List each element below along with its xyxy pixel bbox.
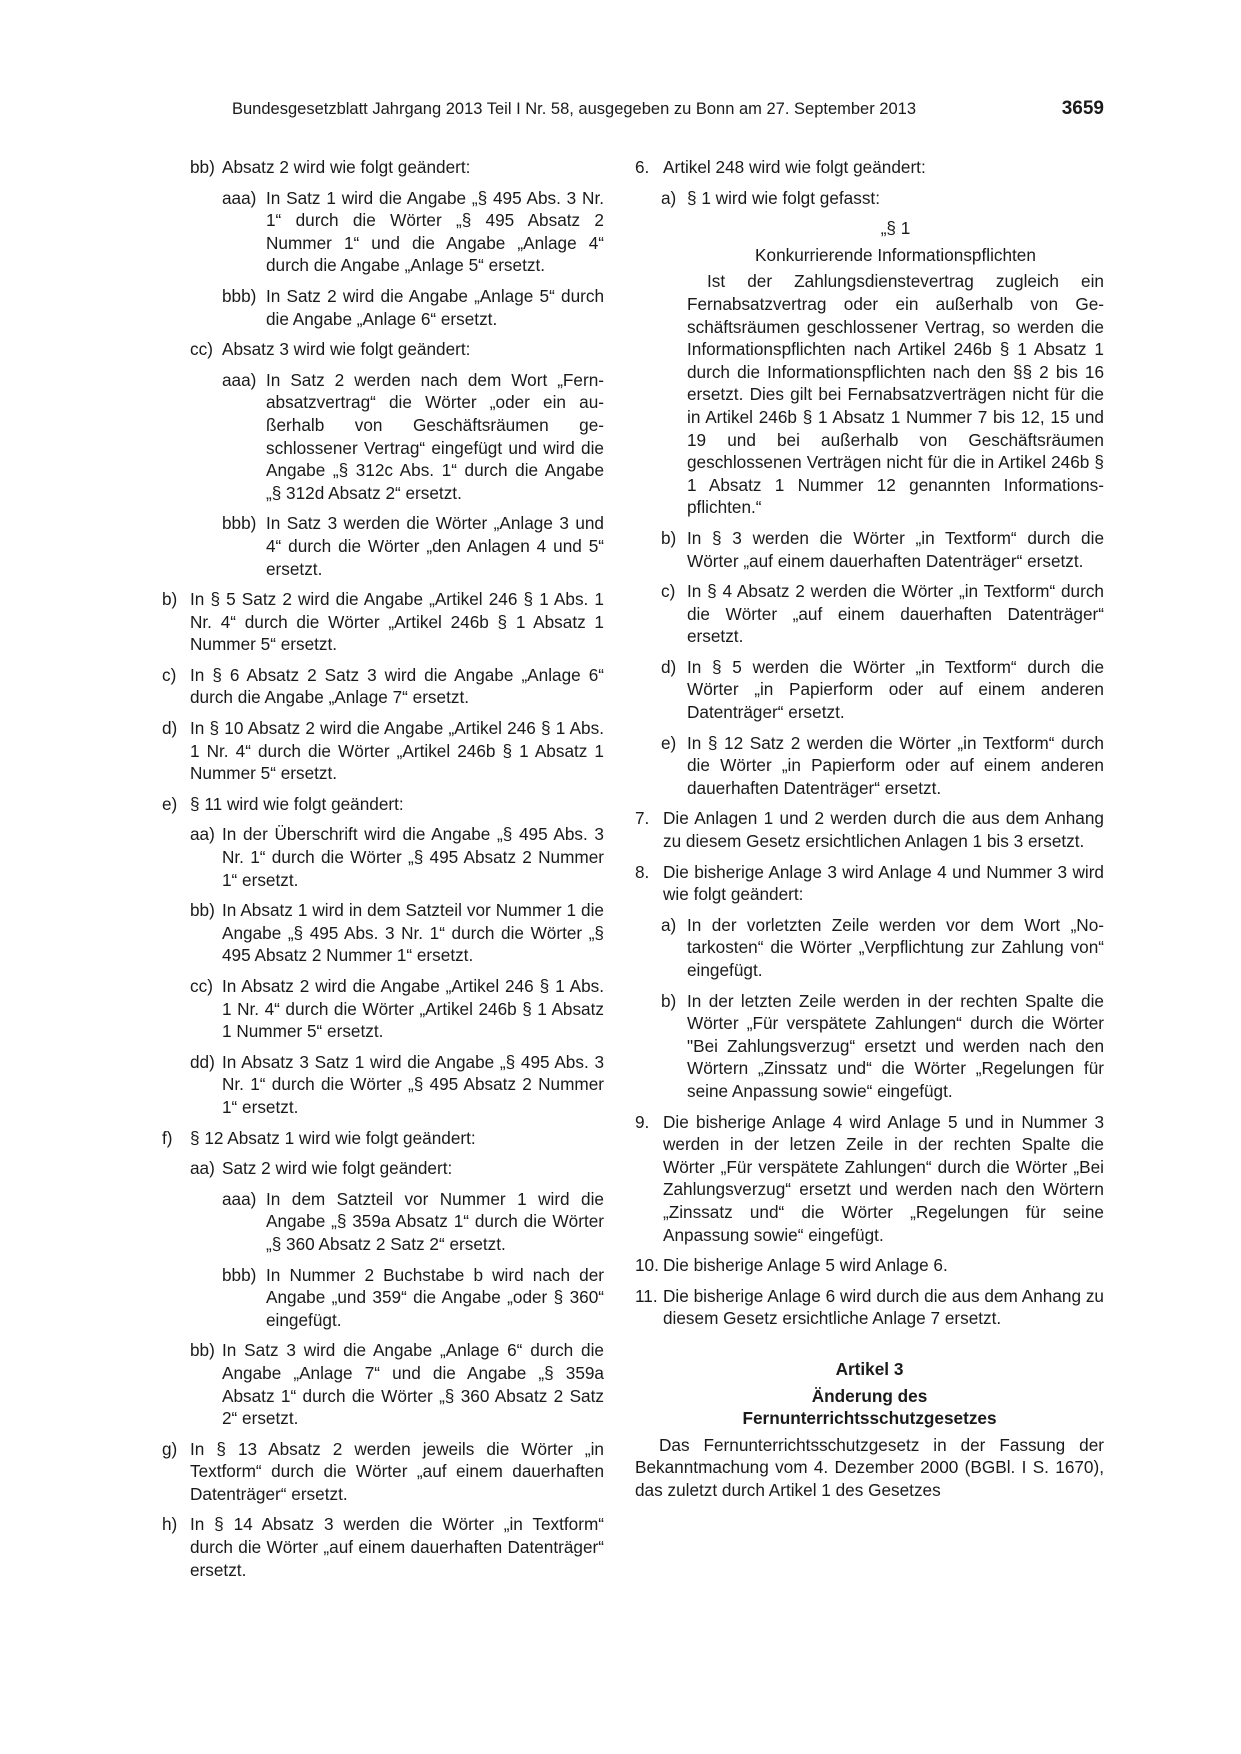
list-item bbox=[661, 187, 1104, 210]
item-label: aaa) bbox=[222, 187, 257, 208]
item-text: In § 4 Absatz 2 werden die Wörter „in Textform“ durch die Wörter „auf einem dauerhaften Datenträger“ ersetzt. bbox=[687, 581, 1104, 647]
item-label: 6. bbox=[635, 157, 650, 177]
item-text: In der Überschrift wird die Angabe „§ 495 Abs. 3 Nr. 1“ durch die Wörter „§ 495 Absatz 2 Nummer 1“ ersetzt. bbox=[222, 824, 604, 890]
list-item bbox=[162, 717, 604, 785]
item-label: bb) bbox=[190, 900, 215, 921]
item-label: cc) bbox=[190, 976, 213, 996]
item-text: Die bisherige Anlage 4 wird Anlage 5 und in Nummer 3 werden in der letzen Zeile in der rechten Spalte die Wörter „Für verspätete Zahlungen“ durch die Wörter „Bei Zahlungsverzug“ ersetzt und werden nach den Wörtern „Zinssatz und“ die Wörter „Regelungen für seine Anpassung sowie“ eingefügt. bbox=[663, 1111, 1104, 1245]
list-item bbox=[661, 656, 1104, 724]
item-label: h) bbox=[162, 1514, 178, 1535]
item-label: g) bbox=[162, 1438, 178, 1459]
item-label: aa) bbox=[190, 824, 215, 845]
item-label: aa) bbox=[190, 1158, 215, 1179]
item-label: aaa) bbox=[222, 369, 257, 390]
item-text: Artikel 248 wird wie folgt geändert: bbox=[663, 157, 926, 177]
list-item bbox=[661, 990, 1104, 1103]
item-label: a) bbox=[661, 914, 677, 935]
item-text: In Nummer 2 Buchstabe b wird nach der Angabe „und 359“ die Angabe „oder § 360“ eingefügt. bbox=[266, 1264, 604, 1330]
item-label: 9. bbox=[635, 1111, 650, 1132]
item-text: In § 5 werden die Wörter „in Textform“ durch die Wörter „in Papierform oder auf einem anderen Datenträger“ ersetzt. bbox=[687, 656, 1104, 723]
item-text: In Satz 1 wird die Angabe „§ 495 Abs. 3 Nr. 1“ durch die Wörter „§ 495 Absatz 2 Nummer 1“ und die Angabe „Anlage 4“ durch die Angabe „Anlage 5“ ersetzt. bbox=[266, 187, 604, 276]
item-text: Die bisherige Anlage 5 wird Anlage 6. bbox=[663, 1255, 948, 1276]
article-title-line1: Änderung des bbox=[811, 1385, 928, 1406]
item-text: Die Anlagen 1 und 2 werden durch die aus dem Anhang zu diesem Gesetz ersichtlichen Anlagen 1 bis 3 ersetzt. bbox=[663, 808, 1104, 852]
item-text: § 11 wird wie folgt geändert: bbox=[190, 793, 404, 814]
list-item bbox=[635, 1285, 1104, 1330]
list-item bbox=[162, 1438, 604, 1506]
item-text: Die bisherige Anlage 6 wird durch die aus dem Anhang zu diesem Gesetz ersichtliche Anlage 7 ersetzt. bbox=[663, 1285, 1104, 1329]
list-item bbox=[190, 338, 604, 361]
item-label: b) bbox=[661, 527, 677, 548]
item-text: In § 6 Absatz 2 Satz 3 wird die Angabe „Anlage 6“ durch die Angabe „Anlage 7“ ersetzt. bbox=[190, 664, 604, 708]
item-text: In Absatz 3 Satz 1 wird die Angabe „§ 495 Abs. 3 Nr. 1“ durch die Wörter „§ 495 Absatz 2 Nummer 1“ ersetzt. bbox=[222, 1051, 604, 1117]
item-label: c) bbox=[162, 664, 177, 685]
item-label: 8. bbox=[635, 861, 650, 882]
item-text: In der letzten Zeile werden in der rechten Spalte die Wörter „Für verspätete Zahlungen“ durch die Wörter "Bei Zahlungsverzug“ ersetzt und werden nach den Wörtern „Zinssatz und“ die Wörter „Regelungen für seine Anpassung sowie“ eingefügt. bbox=[687, 990, 1104, 1101]
item-text: § 1 wird wie folgt gefasst: bbox=[687, 187, 880, 208]
item-label: 10. bbox=[635, 1255, 659, 1276]
item-text: In § 10 Absatz 2 wird die Angabe „Artikel 246 § 1 Abs. 1 Nr. 4“ durch die Wörter „Artikel 246b § 1 Absatz 1 Nummer 5“ ersetzt. bbox=[190, 718, 604, 784]
item-text: In Satz 2 wird die Angabe „Anlage 5“ durch die Angabe „Anlage 6“ ersetzt. bbox=[266, 285, 604, 329]
item-label: bbb) bbox=[222, 1264, 257, 1285]
item-label: 7. bbox=[635, 808, 650, 829]
item-label: bb) bbox=[190, 1340, 215, 1361]
item-label: a) bbox=[661, 187, 677, 208]
article-body: Das Fernunterrichtsschutzgesetz in der Fassung der Bekanntmachung vom 4. Dezember 2000 (BGBl. I S. 1670), das zuletzt durch Artikel 1 des Gesetzes bbox=[635, 1434, 1104, 1500]
item-label: f) bbox=[162, 1127, 173, 1148]
quoted-paragraph-number: „§ 1 bbox=[880, 218, 911, 239]
list-item bbox=[162, 588, 604, 656]
list-item bbox=[635, 1254, 1104, 1277]
item-label: b) bbox=[162, 589, 178, 610]
item-text: In Satz 3 werden die Wörter „Anlage 3 und 4“ durch die Wörter „den Anlagen 4 und 5“ ersetzt. bbox=[266, 513, 604, 579]
item-label: d) bbox=[661, 656, 677, 677]
item-label: cc) bbox=[190, 339, 213, 360]
list-item bbox=[190, 1157, 604, 1180]
list-item bbox=[162, 1127, 604, 1150]
item-label: d) bbox=[162, 718, 178, 739]
item-label: 11. bbox=[635, 1285, 658, 1306]
list-item bbox=[635, 1111, 1104, 1247]
list-item bbox=[162, 1513, 604, 1581]
item-label: c) bbox=[661, 581, 676, 602]
list-item bbox=[190, 1339, 604, 1429]
item-label: bbb) bbox=[222, 285, 257, 306]
item-text: In § 13 Absatz 2 werden jeweils die Wörter „in Textform“ durch die Wörter „auf einem dauerhaften Datenträger“ ersetzt. bbox=[190, 1438, 604, 1504]
item-label: bbb) bbox=[222, 513, 257, 534]
item-text: In Satz 2 werden nach dem Wort „Fernabsatzvertrag“ die Wörter „oder ein außerhalb von Geschäftsräumen geschlossener Vertrag“ eingefügt und wird die Angabe „§ 312c Abs. 1“ durch die Angabe „§ 312d Absatz 2“ ersetzt. bbox=[266, 369, 604, 503]
header-title: Bundesgesetzblatt Jahrgang 2013 Teil I Nr. 58, ausgegeben zu Bonn am 27. September 2013 bbox=[232, 100, 917, 118]
quoted-section-title: Konkurrierende Informationspflichten bbox=[755, 244, 1036, 265]
right-items bbox=[635, 527, 1104, 1330]
item-label: dd) bbox=[190, 1051, 215, 1072]
item-text: In der vorletzten Zeile werden vor dem Wort „Notarkosten“ die Wörter „Verpflichtung zur Zahlung von“ eingefügt. bbox=[687, 914, 1104, 980]
list-item bbox=[190, 975, 604, 1043]
quoted-section-body: Ist der Zahlungsdienstevertrag zugleich ein Fernabsatzvertrag oder ein außerhalb von Geschäftsräumen geschlossener Vertrag, so werden die Informationspflichten nach Artikel 246b § 1 Absatz 1 durch die Informationspflichten nach den §§ 2 bis 16 ersetzt. Dies gilt bei Fernabsatzverträgen nicht für die in Artikel 246b § 1 Absatz 1 Nummer 7 bis 12, 15 und 19 und bei außerhalb von Geschäftsräumen geschlossenen Verträgen nicht für die in Artikel 246b § 1 Absatz 1 Nummer 12 genannten Informationspflichten.“ bbox=[687, 271, 1104, 518]
item-text: Absatz 2 wird wie folgt geändert: bbox=[222, 157, 471, 177]
item-text: In Absatz 1 wird in dem Satzteil vor Nummer 1 die Angabe „§ 495 Abs. 3 Nr. 1“ durch die Wörter „§ 495 Absatz 2 Nummer 1“ ersetzt. bbox=[222, 900, 604, 966]
item-text: Absatz 3 wird wie folgt geändert: bbox=[222, 339, 471, 360]
article-label: Artikel 3 bbox=[835, 1358, 904, 1379]
right-column bbox=[635, 156, 1104, 1501]
list-item bbox=[222, 187, 604, 277]
list-item bbox=[635, 807, 1104, 852]
list-item bbox=[222, 285, 604, 330]
item-text: In § 3 werden die Wörter „in Textform“ durch die Wörter „auf einem dauerhaften Datenträger“ ersetzt. bbox=[687, 527, 1104, 571]
list-item bbox=[661, 914, 1104, 982]
item-text: In Absatz 2 wird die Angabe „Artikel 246 § 1 Abs. 1 Nr. 4“ durch die Wörter „Artikel 246b § 1 Absatz 1 Nummer 5“ ersetzt. bbox=[222, 976, 604, 1042]
item-label: aaa) bbox=[222, 1188, 257, 1209]
item-text: In § 5 Satz 2 wird die Angabe „Artikel 246 § 1 Abs. 1 Nr. 4“ durch die Wörter „Artikel 246b § 1 Absatz 1 Nummer 5“ ersetzt. bbox=[190, 589, 604, 655]
list-item bbox=[222, 1188, 604, 1256]
item-text: In § 14 Absatz 3 werden die Wörter „in Textform“ durch die Wörter „auf einem dauerhaften Datenträger“ ersetzt. bbox=[190, 1514, 604, 1580]
item-text: § 12 Absatz 1 wird wie folgt geändert: bbox=[190, 1127, 476, 1148]
page-number: 3659 bbox=[1061, 98, 1104, 119]
item-text: Satz 2 wird wie folgt geändert: bbox=[222, 1158, 453, 1179]
page-header bbox=[232, 100, 1104, 124]
item-text: In § 12 Satz 2 werden die Wörter „in Textform“ durch die Wörter „in Papierform oder auf einem anderen dauerhaften Datenträger“ ersetzt. bbox=[687, 732, 1104, 798]
item-label: e) bbox=[661, 732, 677, 753]
list-item bbox=[162, 793, 604, 816]
item-label: e) bbox=[162, 793, 178, 814]
list-item bbox=[661, 732, 1104, 800]
item-text: In dem Satzteil vor Nummer 1 wird die Angabe „§ 359a Absatz 1“ durch die Wörter „§ 360 Absatz 2 Satz 2“ ersetzt. bbox=[266, 1188, 604, 1254]
left-column bbox=[162, 156, 604, 1589]
list-item bbox=[661, 580, 1104, 648]
item-text: In Satz 3 wird die Angabe „Anlage 6“ durch die Angabe „Anlage 7“ und die Angabe „§ 359a Absatz 1“ durch die Wörter „§ 360 Absatz 2 Satz 2“ ersetzt. bbox=[222, 1340, 604, 1429]
item-label: bb) bbox=[190, 157, 215, 177]
list-item bbox=[222, 369, 604, 505]
list-item bbox=[635, 861, 1104, 906]
list-item bbox=[190, 1051, 604, 1119]
list-item bbox=[222, 1264, 604, 1332]
list-item bbox=[190, 156, 604, 179]
list-item bbox=[162, 664, 604, 709]
list-item bbox=[661, 527, 1104, 572]
item-label: b) bbox=[661, 990, 677, 1011]
list-item bbox=[222, 512, 604, 580]
list-item bbox=[190, 823, 604, 891]
list-item bbox=[635, 156, 1104, 179]
item-text: Die bisherige Anlage 3 wird Anlage 4 und Nummer 3 wird wie folgt geändert: bbox=[663, 861, 1104, 905]
list-item bbox=[190, 899, 604, 967]
article-title-line2: Fernunterrichtsschutzgesetzes bbox=[742, 1408, 997, 1429]
